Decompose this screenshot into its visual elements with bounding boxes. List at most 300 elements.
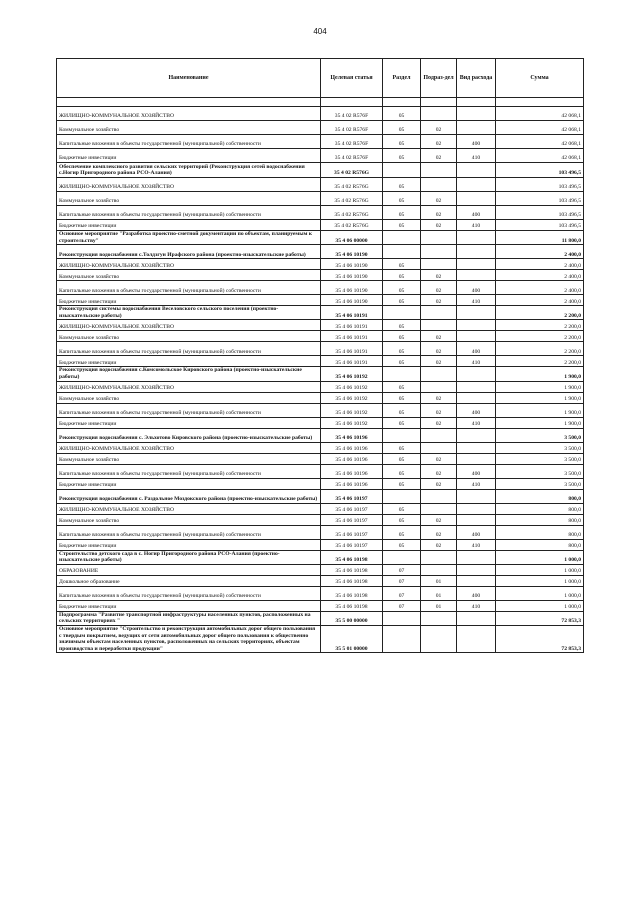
cell-exp — [457, 306, 496, 320]
cell-code: 35 4 06 10190 — [321, 270, 383, 281]
table-row — [57, 442, 584, 453]
cell-name: Капитальные вложения в объекты государственной (муниципальной) собственности — [57, 206, 321, 220]
table-row — [57, 525, 584, 539]
table-row — [57, 514, 584, 525]
cell-sum: 3 500,0 — [496, 464, 584, 478]
cell-sec — [383, 428, 421, 442]
cell-name: Обеспечение комплексного развития сельских территорий (Реконструкция сетей водоснабжения с.Ногир Пригородного района РСО-Алания) — [57, 163, 321, 178]
cell-name: Бюджетные инвестиции — [57, 600, 321, 611]
cell-exp: 400 — [457, 403, 496, 417]
cell-exp: 400 — [457, 586, 496, 600]
cell-exp — [457, 503, 496, 514]
cell-sub — [421, 442, 457, 453]
cell-sum: 800,0 — [496, 503, 584, 514]
cell-name: Коммунальное хозяйство — [57, 192, 321, 206]
cell-sec: 05 — [383, 525, 421, 539]
cell-sum: 1 000,0 — [496, 586, 584, 600]
cell-name: ЖИЛИЩНО-КОММУНАЛЬНОЕ ХОЗЯЙСТВО — [57, 107, 321, 121]
cell-exp — [457, 381, 496, 392]
cell-code: 35 4 06 10198 — [321, 564, 383, 575]
cell-sum: 103 496,5 — [496, 206, 584, 220]
cell-name: Коммунальное хозяйство — [57, 392, 321, 403]
cell-name: Бюджетные инвестиции — [57, 220, 321, 231]
table-row — [57, 600, 584, 611]
cell-sub: 02 — [421, 539, 457, 550]
cell-sec: 05 — [383, 121, 421, 135]
cell-sub: 02 — [421, 342, 457, 356]
cell-sec: 05 — [383, 514, 421, 525]
cell-sum: 42 068,1 — [496, 107, 584, 121]
table-row — [57, 356, 584, 367]
cell-exp — [457, 231, 496, 245]
cell-sub: 02 — [421, 206, 457, 220]
cell-sub: 02 — [421, 356, 457, 367]
cell-name: Коммунальное хозяйство — [57, 514, 321, 525]
cell-code: 35 4 06 10192 — [321, 367, 383, 381]
cell-sub — [421, 306, 457, 320]
cell-code: 35 4 02 R576G — [321, 192, 383, 206]
cell-sum: 3 500,0 — [496, 478, 584, 489]
cell-code: 35 4 06 10197 — [321, 539, 383, 550]
table-row — [57, 453, 584, 464]
cell-name: Бюджетные инвестиции — [57, 149, 321, 163]
cell-sec: 05 — [383, 295, 421, 306]
table-row — [57, 464, 584, 478]
cell-sum: 1 900,0 — [496, 417, 584, 428]
cell-sub: 01 — [421, 600, 457, 611]
cell-sum: 1 900,0 — [496, 367, 584, 381]
cell-sec: 05 — [383, 107, 421, 121]
cell-name: Бюджетные инвестиции — [57, 356, 321, 367]
cell-code: 35 4 06 10198 — [321, 550, 383, 564]
cell-sec: 05 — [383, 135, 421, 149]
table-row — [57, 295, 584, 306]
cell-sec: 05 — [383, 192, 421, 206]
cell-sec: 05 — [383, 342, 421, 356]
cell-exp: 410 — [457, 295, 496, 306]
cell-code: 35 4 06 10192 — [321, 392, 383, 403]
cell-sum: 2 400,0 — [496, 295, 584, 306]
cell-code: 35 4 02 R576G — [321, 163, 383, 178]
cell-sum: 2 400,0 — [496, 245, 584, 259]
cell-sub — [421, 245, 457, 259]
cell-name: Капитальные вложения в объекты государственной (муниципальной) собственности — [57, 525, 321, 539]
cell-sec: 07 — [383, 575, 421, 586]
cell-sum: 103 496,5 — [496, 192, 584, 206]
cell-sub: 02 — [421, 295, 457, 306]
cell-code: 35 4 06 00000 — [321, 231, 383, 245]
cell-exp: 400 — [457, 135, 496, 149]
cell-code: 35 4 02 R576F — [321, 135, 383, 149]
cell-sum: 2 200,0 — [496, 331, 584, 342]
cell-name: Реконструкция водоснабжения с. Раздольное Моздокского района (проектно-изыскательские работы) — [57, 489, 321, 503]
cell-name: Реконструкция водоснабжения с.Комсомольское Кировского района (проектно-изыскательские работы) — [57, 367, 321, 381]
table-row — [57, 564, 584, 575]
table-row — [57, 135, 584, 149]
header-name: Наименование — [57, 59, 321, 98]
cell-name: Основное мероприятие "Строительство и реконструкция автомобильных дорог общего пользования с твердым покрытием, ведущих от сети автомобильных дорог общего пользования к общественно значимым объектам населенных пунктов, расположенных на сельских территориях, объектам производства и переработки продукции" — [57, 625, 321, 652]
cell-sub — [421, 231, 457, 245]
cell-sec: 05 — [383, 331, 421, 342]
cell-exp — [457, 367, 496, 381]
cell-name: Подпрограмма "Развитие транспортной инфраструктуры населенных пунктов, расположенных на сельских территориях " — [57, 611, 321, 625]
table-row — [57, 586, 584, 600]
table-row — [57, 245, 584, 259]
cell-sec: 07 — [383, 564, 421, 575]
cell-name: ЖИЛИЩНО-КОММУНАЛЬНОЕ ХОЗЯЙСТВО — [57, 381, 321, 392]
cell-exp — [457, 453, 496, 464]
table-row — [57, 192, 584, 206]
cell-sum: 103 496,5 — [496, 178, 584, 192]
cell-sec: 07 — [383, 600, 421, 611]
cell-sum: 72 853,3 — [496, 625, 584, 652]
cell-exp: 400 — [457, 281, 496, 295]
cell-sec — [383, 367, 421, 381]
cell-name: Реконструкция водоснабжения с.Толдзгун Ирафского района (проектно-изыскательские работы) — [57, 245, 321, 259]
cell-code: 35 4 06 10198 — [321, 600, 383, 611]
cell-sum: 2 400,0 — [496, 259, 584, 270]
cell-code: 35 4 06 10191 — [321, 342, 383, 356]
table-row — [57, 220, 584, 231]
cell-name: Коммунальное хозяйство — [57, 453, 321, 464]
cell-sec: 05 — [383, 178, 421, 192]
cell-sub — [421, 107, 457, 121]
table-row — [57, 270, 584, 281]
table-row — [57, 575, 584, 586]
cell-sum: 1 000,0 — [496, 550, 584, 564]
cell-sum: 3 500,0 — [496, 428, 584, 442]
table-row — [57, 149, 584, 163]
cell-exp — [457, 625, 496, 652]
cell-exp — [457, 611, 496, 625]
cell-sub — [421, 428, 457, 442]
cell-sec: 07 — [383, 586, 421, 600]
cell-sub: 02 — [421, 478, 457, 489]
cell-sub: 01 — [421, 575, 457, 586]
cell-sub — [421, 178, 457, 192]
cell-sec: 05 — [383, 539, 421, 550]
cell-sec: 05 — [383, 270, 421, 281]
cell-sec: 05 — [383, 220, 421, 231]
header-sum: Сумма — [496, 59, 584, 98]
cell-sec — [383, 231, 421, 245]
cell-sub: 02 — [421, 464, 457, 478]
cell-sub — [421, 259, 457, 270]
cell-name: Бюджетные инвестиции — [57, 478, 321, 489]
cell-sub: 02 — [421, 331, 457, 342]
cell-exp — [457, 163, 496, 178]
cell-exp — [457, 121, 496, 135]
cell-sec: 05 — [383, 259, 421, 270]
cell-sub: 02 — [421, 149, 457, 163]
table-row — [57, 281, 584, 295]
cell-sum: 1 900,0 — [496, 403, 584, 417]
cell-exp: 400 — [457, 206, 496, 220]
cell-code: 35 4 06 10190 — [321, 281, 383, 295]
cell-exp: 400 — [457, 342, 496, 356]
cell-sub: 02 — [421, 403, 457, 417]
cell-sub: 02 — [421, 525, 457, 539]
cell-exp — [457, 270, 496, 281]
cell-sum: 800,0 — [496, 489, 584, 503]
cell-name: Капитальные вложения в объекты государственной (муниципальной) собственности — [57, 281, 321, 295]
cell-name: Капитальные вложения в объекты государственной (муниципальной) собственности — [57, 342, 321, 356]
cell-sec — [383, 611, 421, 625]
cell-name: ЖИЛИЩНО-КОММУНАЛЬНОЕ ХОЗЯЙСТВО — [57, 178, 321, 192]
table-row — [57, 539, 584, 550]
cell-exp — [457, 575, 496, 586]
header-target: Целевая статья — [321, 59, 383, 98]
cell-code: 35 4 02 R576G — [321, 178, 383, 192]
cell-code: 35 4 06 10198 — [321, 575, 383, 586]
cell-name: Реконструкция водоснабжения с. Эльхотово Кировского района (проектно-изыскательские работы) — [57, 428, 321, 442]
cell-sub: 02 — [421, 392, 457, 403]
header-subsection: Подраз-дел — [421, 59, 457, 98]
cell-sum: 3 500,0 — [496, 442, 584, 453]
cell-sum: 3 500,0 — [496, 453, 584, 464]
cell-sum: 2 200,0 — [496, 356, 584, 367]
cell-sum: 1 900,0 — [496, 381, 584, 392]
cell-exp — [457, 392, 496, 403]
table-row — [57, 625, 584, 652]
cell-sub — [421, 381, 457, 392]
cell-code: 35 4 06 10190 — [321, 259, 383, 270]
cell-code: 35 4 06 10196 — [321, 428, 383, 442]
cell-name: Капитальные вложения в объекты государственной (муниципальной) собственности — [57, 464, 321, 478]
cell-sub: 02 — [421, 281, 457, 295]
cell-code: 35 4 06 10190 — [321, 245, 383, 259]
table-row — [57, 392, 584, 403]
cell-exp: 410 — [457, 539, 496, 550]
cell-sub — [421, 489, 457, 503]
table-row — [57, 320, 584, 331]
table-row — [57, 259, 584, 270]
cell-sec — [383, 306, 421, 320]
cell-sec: 05 — [383, 417, 421, 428]
cell-sec — [383, 163, 421, 178]
cell-sub — [421, 625, 457, 652]
cell-exp — [457, 320, 496, 331]
cell-code: 35 4 06 10190 — [321, 295, 383, 306]
cell-sum: 11 800,0 — [496, 231, 584, 245]
cell-name: Капитальные вложения в объекты государственной (муниципальной) собственности — [57, 403, 321, 417]
cell-exp — [457, 428, 496, 442]
cell-exp — [457, 192, 496, 206]
cell-sub: 02 — [421, 192, 457, 206]
cell-sec — [383, 550, 421, 564]
cell-code: 35 4 02 R576G — [321, 206, 383, 220]
cell-sum: 2 200,0 — [496, 320, 584, 331]
cell-code: 35 4 06 10192 — [321, 403, 383, 417]
cell-name: Бюджетные инвестиции — [57, 417, 321, 428]
cell-code: 35 4 06 10198 — [321, 586, 383, 600]
table-row — [57, 231, 584, 245]
table-row — [57, 206, 584, 220]
cell-sec: 05 — [383, 320, 421, 331]
cell-sec — [383, 489, 421, 503]
table-row — [57, 381, 584, 392]
cell-sum: 800,0 — [496, 539, 584, 550]
cell-sum: 42 068,1 — [496, 135, 584, 149]
table-row — [57, 403, 584, 417]
table-row — [57, 178, 584, 192]
header-gap-row — [57, 98, 584, 107]
budget-table — [56, 58, 584, 653]
table-row — [57, 611, 584, 625]
cell-name: Коммунальное хозяйство — [57, 121, 321, 135]
cell-sub: 01 — [421, 586, 457, 600]
cell-code: 35 4 02 R576G — [321, 220, 383, 231]
cell-sub — [421, 367, 457, 381]
cell-exp — [457, 564, 496, 575]
cell-sub — [421, 550, 457, 564]
cell-sum: 72 853,3 — [496, 611, 584, 625]
cell-exp — [457, 178, 496, 192]
cell-sub — [421, 503, 457, 514]
cell-sec — [383, 245, 421, 259]
cell-code: 35 4 06 10196 — [321, 453, 383, 464]
cell-code: 35 5 00 00000 — [321, 611, 383, 625]
cell-name: Бюджетные инвестиции — [57, 295, 321, 306]
cell-sub — [421, 163, 457, 178]
cell-exp: 400 — [457, 525, 496, 539]
cell-sum: 1 000,0 — [496, 600, 584, 611]
cell-sum: 42 068,1 — [496, 121, 584, 135]
table-row — [57, 306, 584, 320]
cell-code: 35 4 02 R576F — [321, 107, 383, 121]
cell-name: Коммунальное хозяйство — [57, 270, 321, 281]
cell-exp — [457, 245, 496, 259]
table-row — [57, 367, 584, 381]
cell-sub — [421, 320, 457, 331]
cell-code: 35 4 06 10196 — [321, 464, 383, 478]
cell-sum: 1 900,0 — [496, 392, 584, 403]
cell-sec: 05 — [383, 356, 421, 367]
cell-code: 35 4 06 10191 — [321, 356, 383, 367]
cell-exp: 400 — [457, 464, 496, 478]
cell-exp — [457, 107, 496, 121]
table-header-row — [57, 59, 584, 98]
cell-sec: 05 — [383, 206, 421, 220]
cell-code: 35 4 06 10197 — [321, 525, 383, 539]
table-row — [57, 342, 584, 356]
cell-exp — [457, 259, 496, 270]
cell-name: ЖИЛИЩНО-КОММУНАЛЬНОЕ ХОЗЯЙСТВО — [57, 320, 321, 331]
cell-name: Реконструкция системы водоснабжения Веселовского сельского поселения (проектно-изыскательские работы) — [57, 306, 321, 320]
cell-sec: 05 — [383, 281, 421, 295]
cell-sum: 2 200,0 — [496, 306, 584, 320]
cell-code: 35 4 06 10196 — [321, 478, 383, 489]
header-expense-type: Вид расхода — [457, 59, 496, 98]
cell-name: Основное мероприятие "Разработка проектно-сметной документации по объектам, планируемым к строительству" — [57, 231, 321, 245]
cell-code: 35 4 06 10197 — [321, 514, 383, 525]
page-number: 404 — [313, 27, 327, 36]
table-row — [57, 107, 584, 121]
cell-sec — [383, 625, 421, 652]
cell-name: Капитальные вложения в объекты государственной (муниципальной) собственности — [57, 135, 321, 149]
cell-exp: 410 — [457, 149, 496, 163]
cell-name: Бюджетные инвестиции — [57, 539, 321, 550]
cell-sum: 42 068,1 — [496, 149, 584, 163]
cell-name: Дошкольное образование — [57, 575, 321, 586]
cell-sec: 05 — [383, 503, 421, 514]
cell-sub: 02 — [421, 121, 457, 135]
cell-exp: 410 — [457, 478, 496, 489]
cell-exp: 410 — [457, 417, 496, 428]
cell-name: Коммунальное хозяйство — [57, 331, 321, 342]
cell-sub — [421, 564, 457, 575]
cell-code: 35 4 06 10197 — [321, 489, 383, 503]
cell-code: 35 4 06 10197 — [321, 503, 383, 514]
cell-code: 35 4 06 10191 — [321, 320, 383, 331]
cell-sec: 05 — [383, 392, 421, 403]
cell-sec: 05 — [383, 453, 421, 464]
cell-sum: 800,0 — [496, 514, 584, 525]
cell-code: 35 4 06 10192 — [321, 417, 383, 428]
cell-name: Строительство детского сада в с. Ногир Пригородного района РСО-Алания (проектно-изыскательские работы) — [57, 550, 321, 564]
cell-exp — [457, 331, 496, 342]
cell-sum: 2 400,0 — [496, 270, 584, 281]
cell-sec: 05 — [383, 478, 421, 489]
cell-exp: 410 — [457, 600, 496, 611]
cell-sub: 02 — [421, 514, 457, 525]
table-row — [57, 489, 584, 503]
cell-sum: 1 000,0 — [496, 564, 584, 575]
table-body — [57, 107, 584, 653]
cell-sum: 103 496,5 — [496, 163, 584, 178]
cell-sub: 02 — [421, 453, 457, 464]
table-row — [57, 478, 584, 489]
cell-code: 35 4 02 R576F — [321, 149, 383, 163]
cell-sum: 2 400,0 — [496, 281, 584, 295]
header-section: Раздел — [383, 59, 421, 98]
cell-code: 35 5 01 00000 — [321, 625, 383, 652]
cell-sec: 05 — [383, 403, 421, 417]
cell-name: ЖИЛИЩНО-КОММУНАЛЬНОЕ ХОЗЯЙСТВО — [57, 259, 321, 270]
cell-sum: 103 496,5 — [496, 220, 584, 231]
cell-exp — [457, 489, 496, 503]
cell-sec: 05 — [383, 381, 421, 392]
cell-exp: 410 — [457, 220, 496, 231]
cell-sum: 1 000,0 — [496, 575, 584, 586]
table-row — [57, 503, 584, 514]
table-row — [57, 121, 584, 135]
table-row — [57, 163, 584, 178]
cell-name: ЖИЛИЩНО-КОММУНАЛЬНОЕ ХОЗЯЙСТВО — [57, 503, 321, 514]
cell-sub: 02 — [421, 220, 457, 231]
cell-sub: 02 — [421, 417, 457, 428]
cell-sum: 2 200,0 — [496, 342, 584, 356]
cell-sum: 800,0 — [496, 525, 584, 539]
cell-exp: 410 — [457, 356, 496, 367]
cell-name: ЖИЛИЩНО-КОММУНАЛЬНОЕ ХОЗЯЙСТВО — [57, 442, 321, 453]
cell-exp — [457, 514, 496, 525]
table-row — [57, 417, 584, 428]
cell-name: ОБРАЗОВАНИЕ — [57, 564, 321, 575]
cell-code: 35 4 06 10196 — [321, 442, 383, 453]
cell-exp — [457, 442, 496, 453]
cell-sub: 02 — [421, 135, 457, 149]
cell-code: 35 4 06 10191 — [321, 306, 383, 320]
cell-exp — [457, 550, 496, 564]
cell-sub: 02 — [421, 270, 457, 281]
cell-sec: 05 — [383, 464, 421, 478]
table-row — [57, 331, 584, 342]
table-row — [57, 550, 584, 564]
cell-sec: 05 — [383, 442, 421, 453]
cell-name: Капитальные вложения в объекты государственной (муниципальной) собственности — [57, 586, 321, 600]
table-row — [57, 428, 584, 442]
